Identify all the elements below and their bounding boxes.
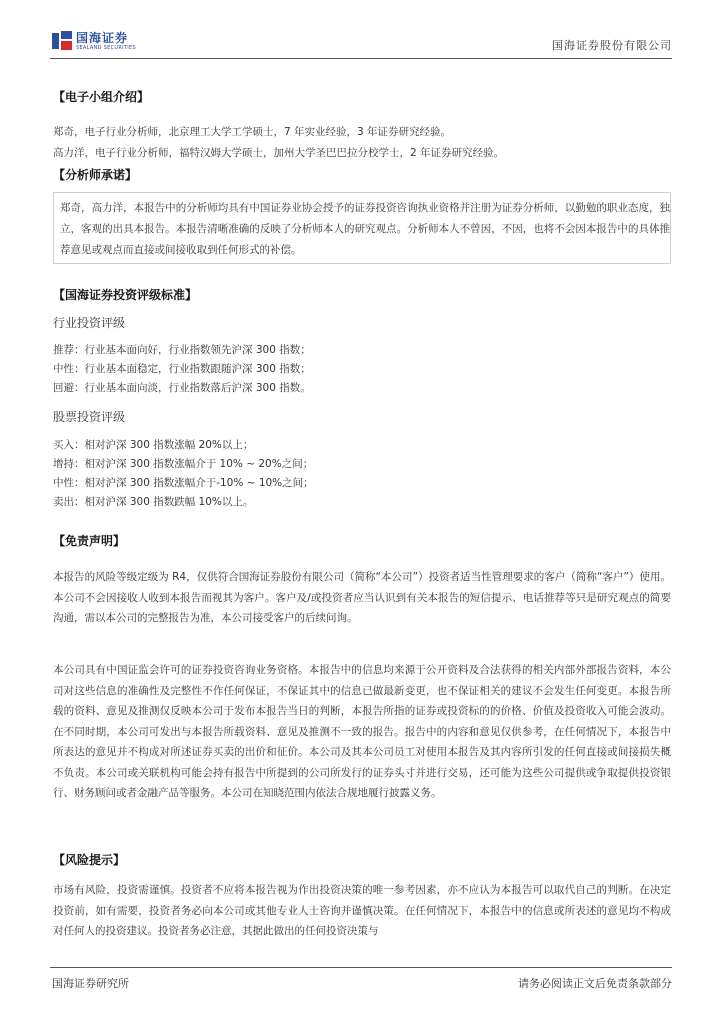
stock-rating-title: 股票投资评级 <box>53 410 126 424</box>
disclaimer-paragraph: 本公司具有中国证监会许可的证券投资咨询业务资格。本报告中的信息均来源于公开资料及合法获得的相关内部外部报告资料，本公司对这些信息的准确性及完整性不作任何保证，不保证其中的信息已做最新变更，也不保证相关的建议不会发生任何变更。本报告所载的资料、意见及推测仅反映本公司于发布本报告当日的判断，本报告所指的证券或投资标的的价格、价值及投资收入可能会波动。在不同时期，本公司可发出与本报告所载资料、意见及推测不一致的报告。报告中的内容和意见仅供参考，在任何情况下，本报告中所表达的意见并不构成对所述证券买卖的出价和征价。本公司及其本公司员工对使用本报告及其内容所引发的任何直接或间接损失概不负责。本公司或关联机构可能会持有报告中所提到的公司所发行的证券头寸并进行交易，还可能为这些公司提供或争取提供投资银行、财务顾问或者金融产品等服务。本公司在知晓范围内依法合规地履行披露义务。 <box>53 664 671 799</box>
logo-en-text: SEALAND SECURITIES <box>76 44 136 51</box>
stock-rating-line: 卖出：相对沪深 300 指数跌幅 10%以上。 <box>53 496 254 508</box>
risk-paragraph: 市场有风险，投资需谨慎。投资者不应将本报告视为作出投资决策的唯一参考因素，亦不应认为本报告可以取代自己的判断。在决定投资前，如有需要，投资者务必向本公司或其他专业人士咨询并谨慎决策。在任何情况下，本报告中的信息或所表述的意见均不构成对任何人的投资建议。投资者务必注意，其据此做出的任何投资决策与 <box>53 884 671 937</box>
footer-notice: 请务必阅读正文后免责条款部分 <box>518 977 672 990</box>
page-header <box>50 28 672 59</box>
industry-rating-line: 中性：行业基本面稳定，行业指数跟随沪深 300 指数； <box>53 363 311 375</box>
stock-rating-line: 买入：相对沪深 300 指数涨幅 20%以上； <box>53 439 254 451</box>
promise-section-title: 【分析师承诺】 <box>53 168 138 182</box>
team-line: 高力洋，电子行业分析师，福特汉姆大学硕士，加州大学圣巴巴拉分校学士，2 年证券研究经验。 <box>53 147 505 159</box>
promise-text: 郑奇，高力洋，本报告中的分析师均具有中国证券业协会授予的证券投资咨询执业资格并注册为证券分析师，以勤勉的职业态度，独立，客观的出具本报告。本报告清晰准确的反映了分析师本人的研究观点。分析师本人不曾因，不因，也将不会因本报告中的具体推荐意见或观点而直接或间接收取到任何形式的补偿。 <box>60 202 670 256</box>
stock-rating-line: 增持：相对沪深 300 指数涨幅介于 10% ~ 20%之间； <box>53 458 314 470</box>
disclaimer-paragraph: 本报告的风险等级定级为 R4，仅供符合国海证券股份有限公司（简称“本公司”）投资者适当性管理要求的客户（简称“客户”）使用。本公司不会因接收人收到本报告而视其为客户。客户及/或投资者应当认识到有关本报告的短信提示、电话推荐等只是研究观点的简要沟通，需以本公司的完整报告为准，本公司接受客户的后续问询。 <box>53 571 671 624</box>
stock-rating-line: 中性：相对沪深 300 指数涨幅介于-10% ~ 10%之间； <box>53 477 314 489</box>
team-section-title: 【电子小组介绍】 <box>53 90 150 104</box>
risk-section-title: 【风险提示】 <box>53 853 126 867</box>
company-logo <box>52 31 136 51</box>
logo-cn-text: 国海证券 <box>76 30 129 45</box>
industry-rating-title: 行业投资评级 <box>53 316 126 330</box>
rating-section-title: 【国海证券投资评级标准】 <box>53 288 198 302</box>
footer-institute: 国海证券研究所 <box>52 977 129 990</box>
industry-rating-line: 推荐：行业基本面向好，行业指数领先沪深 300 指数； <box>53 344 311 356</box>
industry-rating-line: 回避：行业基本面向淡，行业指数落后沪深 300 指数。 <box>53 382 311 394</box>
team-line: 郑奇，电子行业分析师，北京理工大学工学硕士，7 年实业经验，3 年证券研究经验。 <box>53 126 452 138</box>
disclaimer-section-title: 【免责声明】 <box>53 534 126 548</box>
header-company-name: 国海证券股份有限公司 <box>552 39 672 52</box>
logo-mark-icon <box>52 31 72 51</box>
page-footer <box>50 967 672 990</box>
